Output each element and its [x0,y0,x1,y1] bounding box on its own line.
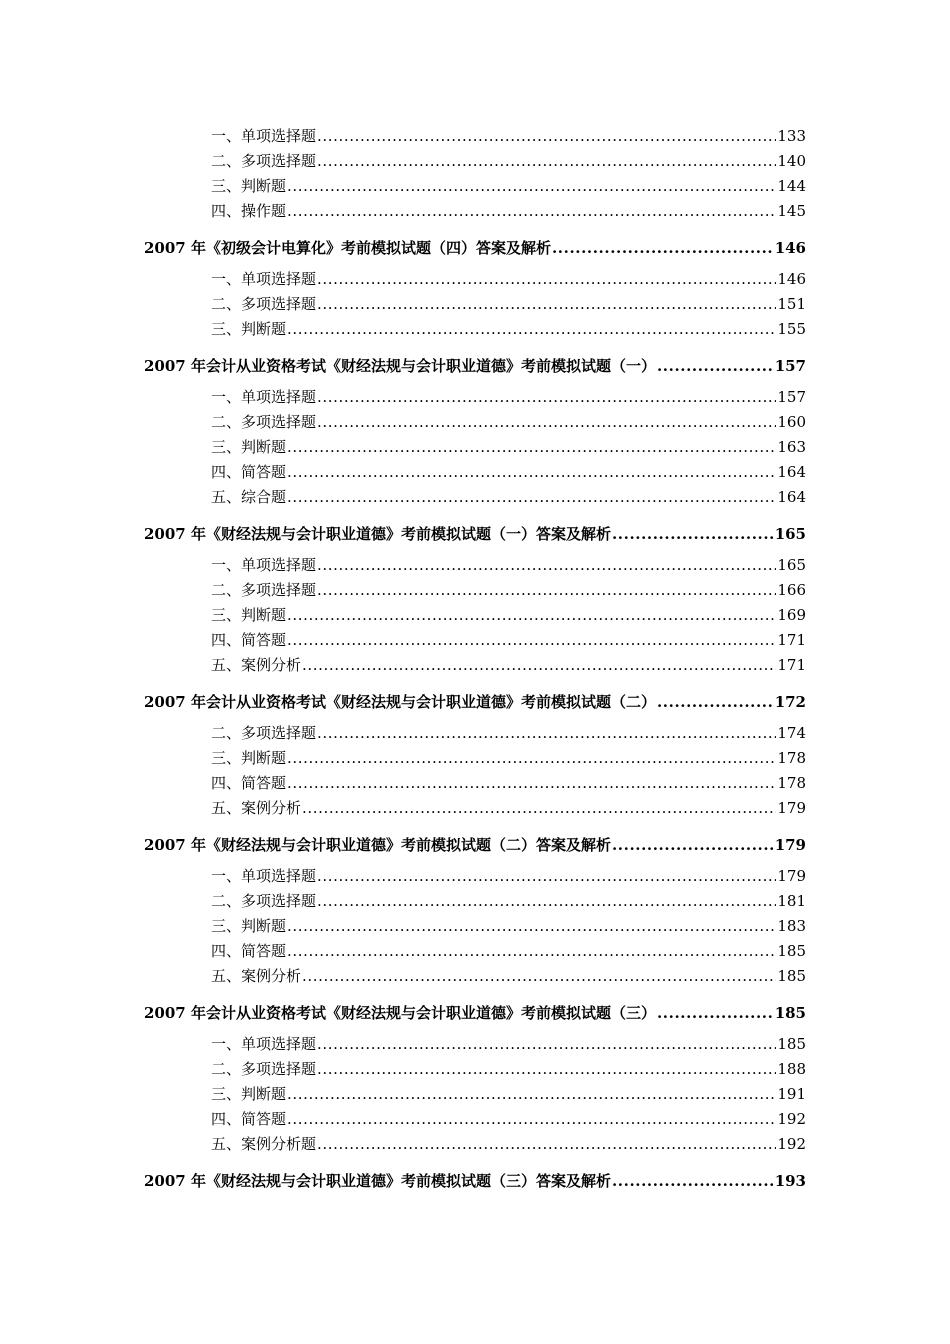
toc-entry-title: 三、判断题 [211,177,287,195]
toc-entry-title: 2007 年《初级会计电算化》考前模拟试题（四）答案及解析 [144,239,551,257]
toc-subentry[interactable] [211,578,806,603]
toc-subentry[interactable] [211,796,806,821]
toc-entry-title: 二、多项选择题 [211,152,317,170]
toc-entry-title: 2007 年《财经法规与会计职业道德》考前模拟试题（二）答案及解析 [144,836,611,854]
table-of-contents [0,124,950,1200]
toc-page-number: 155 [777,320,806,338]
toc-entry-title: 二、多项选择题 [211,892,317,910]
toc-subentry[interactable] [211,889,806,914]
dot-leader [287,174,776,199]
toc-entry-title: 三、判断题 [211,917,287,935]
toc-page-number: 183 [777,917,806,935]
dot-leader [552,236,774,260]
dot-leader [287,914,776,939]
toc-subentry[interactable] [211,653,806,678]
toc-page-number: 157 [774,357,806,375]
dot-leader [317,578,776,603]
toc-page-number: 191 [777,1085,806,1103]
toc-section-entry[interactable] [144,833,806,857]
toc-entry-title: 四、操作题 [211,202,287,220]
toc-entry-title: 2007 年《财经法规与会计职业道德》考前模拟试题（一）答案及解析 [144,525,611,543]
toc-entry-title: 一、单项选择题 [211,270,317,288]
toc-subentry[interactable] [211,1057,806,1082]
toc-page-number: 178 [777,774,806,792]
dot-leader [287,628,776,653]
toc-entry-title: 2007 年会计从业资格考试《财经法规与会计职业道德》考前模拟试题（一） [144,357,656,375]
toc-subentry[interactable] [211,1082,806,1107]
toc-section-entry[interactable] [144,354,806,378]
toc-page-number: 169 [777,606,806,624]
toc-page-number: 179 [774,836,806,854]
toc-page-number: 178 [777,749,806,767]
toc-page-number: 146 [777,270,806,288]
dot-leader [317,553,776,578]
toc-subentry[interactable] [211,746,806,771]
dot-leader [612,1169,774,1193]
toc-page-number: 179 [777,867,806,885]
toc-page-number: 146 [774,239,806,257]
dot-leader [317,1057,776,1082]
toc-entry-title: 二、多项选择题 [211,295,317,313]
dot-leader [612,522,774,546]
toc-entry-title: 一、单项选择题 [211,127,317,145]
dot-leader [657,1001,774,1025]
toc-entry-title: 四、简答题 [211,631,287,649]
toc-page-number: 188 [777,1060,806,1078]
dot-leader [317,267,776,292]
toc-entry-title: 2007 年会计从业资格考试《财经法规与会计职业道德》考前模拟试题（二） [144,693,656,711]
toc-page-number: 179 [777,799,806,817]
toc-subentry[interactable] [211,1132,806,1157]
toc-entry-title: 2007 年会计从业资格考试《财经法规与会计职业道德》考前模拟试题（三） [144,1004,656,1022]
toc-subentry[interactable] [211,939,806,964]
toc-subentry[interactable] [211,435,806,460]
toc-page-number: 164 [777,488,806,506]
dot-leader [287,460,776,485]
toc-entry-title: 五、案例分析 [211,967,302,985]
toc-subentry[interactable] [211,1032,806,1057]
toc-page-number: 174 [777,724,806,742]
toc-entry-title: 二、多项选择题 [211,413,317,431]
toc-subentry[interactable] [211,385,806,410]
toc-page-number: 160 [777,413,806,431]
dot-leader [657,354,774,378]
toc-subentry[interactable] [211,410,806,435]
toc-subentry[interactable] [211,460,806,485]
toc-entry-title: 一、单项选择题 [211,1035,317,1053]
toc-page-number: 192 [777,1135,806,1153]
dot-leader [302,964,776,989]
toc-page-number: 193 [774,1172,806,1190]
toc-page-number: 151 [777,295,806,313]
toc-subentry[interactable] [211,1107,806,1132]
toc-entry-title: 二、多项选择题 [211,724,317,742]
toc-subentry[interactable] [211,199,806,224]
toc-subentry[interactable] [211,864,806,889]
toc-subentry[interactable] [211,628,806,653]
toc-entry-title: 三、判断题 [211,1085,287,1103]
toc-page-number: 185 [777,942,806,960]
toc-page-number: 133 [777,127,806,145]
toc-page-number: 157 [777,388,806,406]
toc-entry-title: 五、案例分析 [211,799,302,817]
dot-leader [317,1032,776,1057]
toc-page-number: 192 [777,1110,806,1128]
toc-page-number: 171 [777,656,806,674]
dot-leader [287,939,776,964]
toc-entry-title: 四、简答题 [211,463,287,481]
toc-entry-title: 四、简答题 [211,774,287,792]
dot-leader [657,690,774,714]
dot-leader [317,721,776,746]
toc-section-entry[interactable] [144,1169,806,1193]
dot-leader [287,603,776,628]
toc-page-number: 166 [777,581,806,599]
dot-leader [287,485,776,510]
toc-subentry[interactable] [211,914,806,939]
dot-leader [287,1082,776,1107]
dot-leader [287,746,776,771]
dot-leader [317,149,776,174]
dot-leader [317,410,776,435]
toc-entry-title: 四、简答题 [211,942,287,960]
toc-page-number: 181 [777,892,806,910]
dot-leader [612,833,774,857]
toc-entry-title: 五、案例分析 [211,656,302,674]
toc-page-number: 165 [774,525,806,543]
dot-leader [317,124,776,149]
toc-subentry[interactable] [211,964,806,989]
toc-entry-title: 三、判断题 [211,749,287,767]
dot-leader [287,1107,776,1132]
toc-section-entry[interactable] [144,690,806,714]
toc-page-number: 165 [777,556,806,574]
dot-leader [317,1132,776,1157]
toc-section-entry[interactable] [144,522,806,546]
toc-page-number: 144 [777,177,806,195]
dot-leader [302,796,776,821]
dot-leader [317,292,776,317]
dot-leader [317,385,776,410]
toc-subentry[interactable] [211,174,806,199]
toc-subentry[interactable] [211,292,806,317]
toc-entry-title: 四、简答题 [211,1110,287,1128]
toc-entry-title: 三、判断题 [211,606,287,624]
toc-subentry[interactable] [211,485,806,510]
toc-entry-title: 二、多项选择题 [211,581,317,599]
toc-subentry[interactable] [211,317,806,342]
toc-subentry[interactable] [211,553,806,578]
toc-entry-title: 一、单项选择题 [211,867,317,885]
toc-subentry[interactable] [211,603,806,628]
toc-entry-title: 一、单项选择题 [211,388,317,406]
dot-leader [287,771,776,796]
toc-entry-title: 三、判断题 [211,320,287,338]
toc-page-number: 171 [777,631,806,649]
toc-page-number: 163 [777,438,806,456]
dot-leader [302,653,776,678]
toc-entry-title: 五、案例分析题 [211,1135,317,1153]
dot-leader [317,864,776,889]
toc-entry-title: 一、单项选择题 [211,556,317,574]
toc-subentry[interactable] [211,124,806,149]
toc-page-number: 164 [777,463,806,481]
toc-page-number: 145 [777,202,806,220]
toc-subentry[interactable] [211,721,806,746]
toc-page-number: 172 [774,693,806,711]
toc-entry-title: 二、多项选择题 [211,1060,317,1078]
dot-leader [317,889,776,914]
toc-entry-title: 三、判断题 [211,438,287,456]
toc-entry-title: 2007 年《财经法规与会计职业道德》考前模拟试题（三）答案及解析 [144,1172,611,1190]
toc-page-number: 185 [777,967,806,985]
toc-page-number: 185 [777,1035,806,1053]
toc-subentry[interactable] [211,267,806,292]
toc-section-entry[interactable] [144,236,806,260]
toc-page-number: 140 [777,152,806,170]
toc-subentry[interactable] [211,771,806,796]
dot-leader [287,199,776,224]
toc-subentry[interactable] [211,149,806,174]
toc-entry-title: 五、综合题 [211,488,287,506]
dot-leader [287,317,776,342]
toc-page-number: 185 [774,1004,806,1022]
toc-section-entry[interactable] [144,1001,806,1025]
dot-leader [287,435,776,460]
